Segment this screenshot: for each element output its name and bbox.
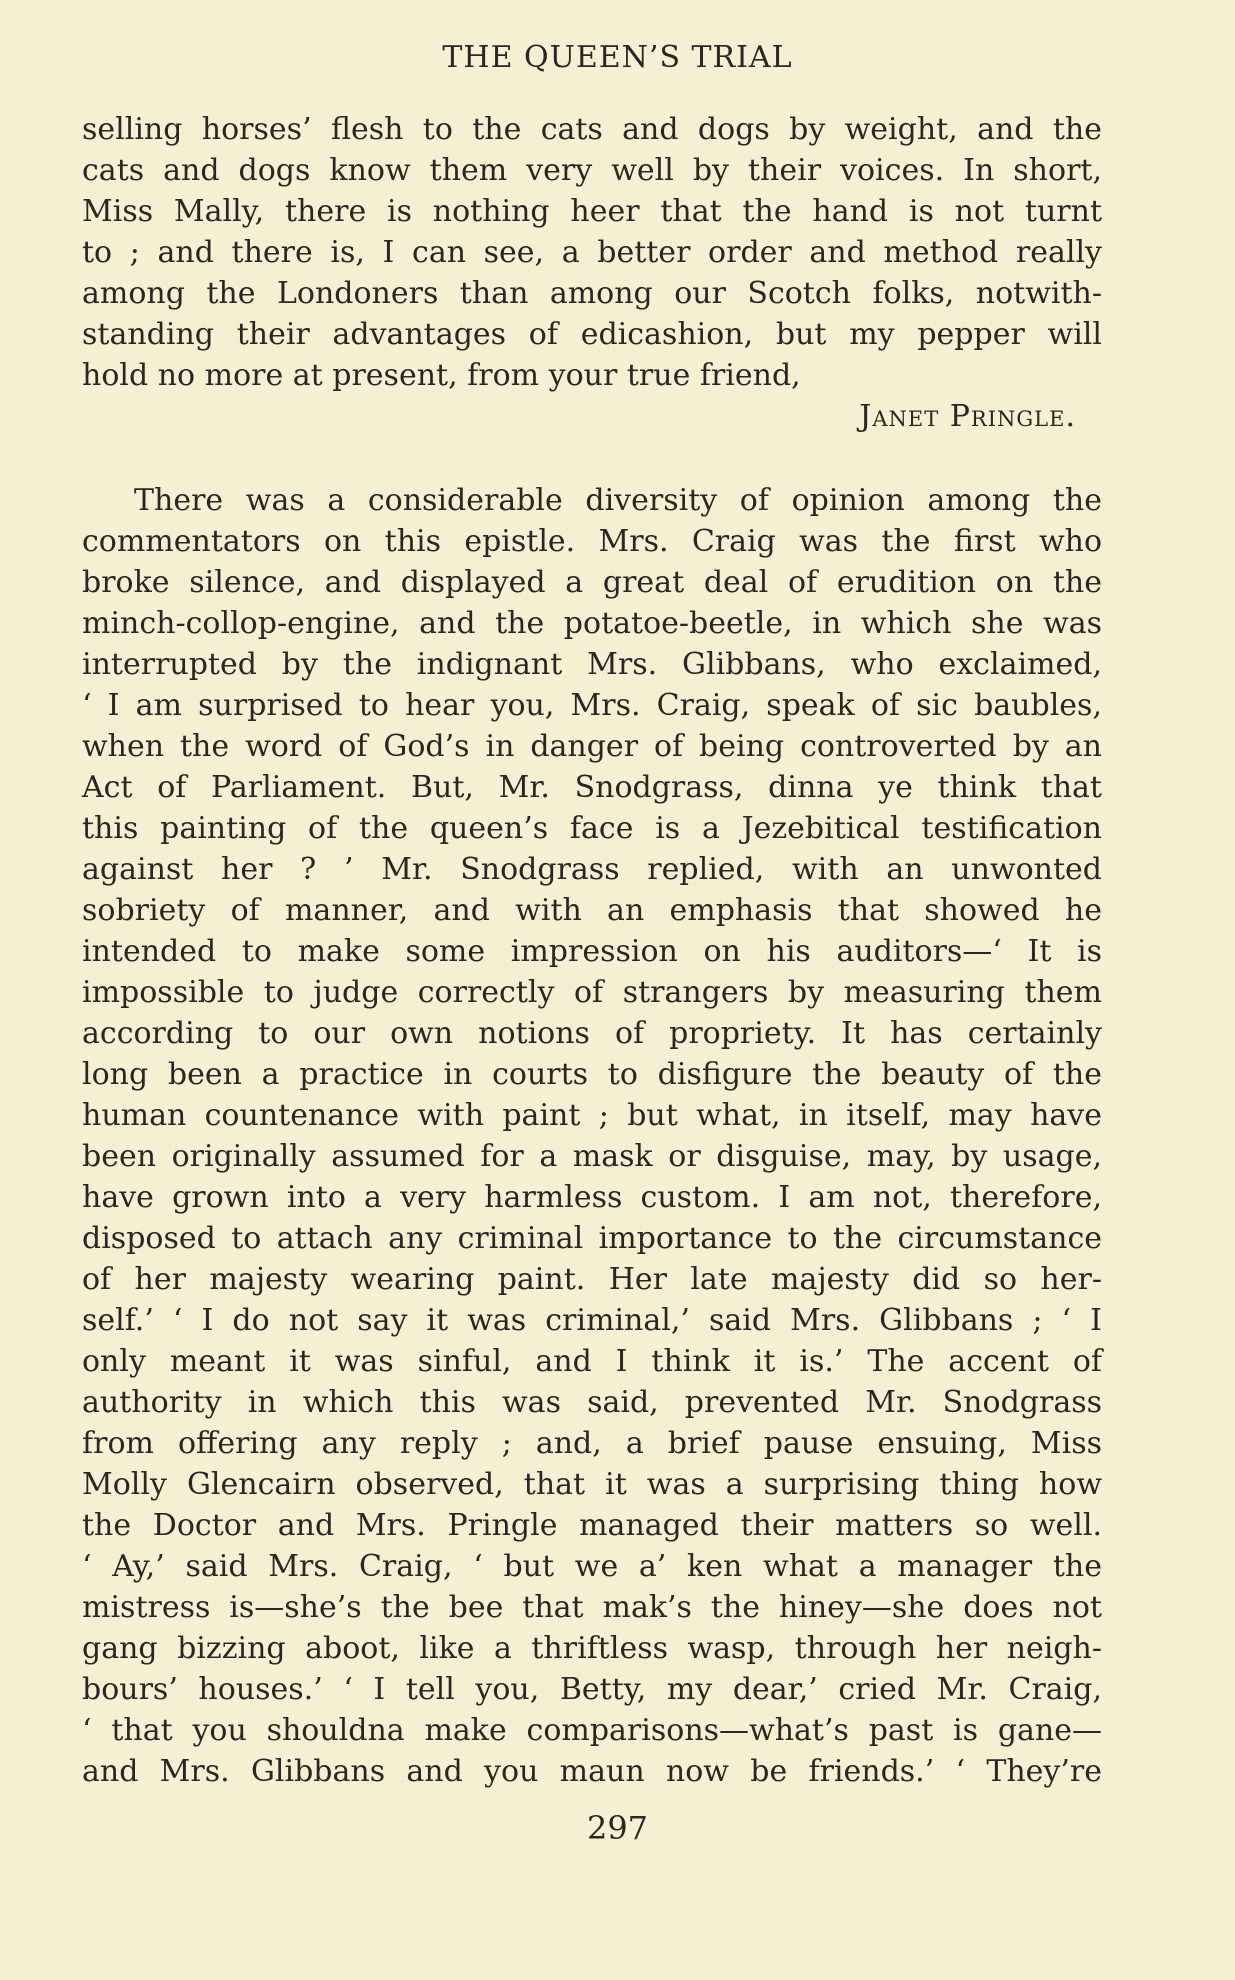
text-line: to ; and there is, I can see, a better order and method really [82, 235, 1102, 270]
letter-text [82, 109, 1102, 437]
running-head: THE QUEEN’S TRIAL [442, 40, 793, 75]
text-line: according to our own notions of propriety. It has certainly [82, 1016, 1102, 1051]
text-line: from offering any reply ; and, a brief pause ensuing, Miss [82, 1426, 1102, 1461]
text-line: and Mrs. Glibbans and you maun now be friends.’ ‘ They’re [82, 1754, 1102, 1789]
text-line: this painting of the queen’s face is a Jezebitical testification [82, 811, 1102, 846]
text-line: hold no more at present, from your true friend, [82, 358, 801, 393]
text-line: have grown into a very harmless custom. I am not, therefore, [82, 1180, 1102, 1215]
text-line: gang bizzing aboot, like a thriftless wasp, through her neigh- [82, 1631, 1102, 1666]
text-line: been originally assumed for a mask or disguise, may, by usage, [82, 1139, 1102, 1174]
text-line: commentators on this epistle. Mrs. Craig was the first who [82, 524, 1102, 559]
text-line: human countenance with paint ; but what, in itself, may have [82, 1098, 1102, 1133]
body-paragraph [82, 480, 1102, 1792]
text-line: mistress is—she’s the bee that mak’s the hiney—she does not [82, 1590, 1102, 1625]
text-line: long been a practice in courts to disfigure the beauty of the [82, 1057, 1102, 1092]
text-line: only meant it was sinful, and I think it is.’ The accent of [82, 1344, 1102, 1379]
text-line: when the word of God’s in danger of being controverted by an [82, 729, 1102, 764]
text-line: cats and dogs know them very well by their voices. In short, [82, 153, 1102, 188]
text-line: Molly Glencairn observed, that it was a surprising thing how [82, 1467, 1102, 1502]
text-line: against her ? ’ Mr. Snodgrass replied, with an unwonted [82, 852, 1102, 887]
text-line: ‘ that you shouldna make comparisons—what’s past is gane— [82, 1713, 1102, 1748]
text-line: There was a considerable diversity of opinion among the [134, 483, 1102, 518]
text-line: Act of Parliament. But, Mr. Snodgrass, dinna ye think that [82, 770, 1102, 805]
text-line: bours’ houses.’ ‘ I tell you, Betty, my dear,’ cried Mr. Craig, [82, 1672, 1102, 1707]
text-line: broke silence, and displayed a great deal of erudition on the [82, 565, 1102, 600]
text-line: impossible to judge correctly of strangers by measuring them [82, 975, 1102, 1010]
text-line: minch-collop-engine, and the potatoe-beetle, in which she was [82, 606, 1102, 641]
text-line: sobriety of manner, and with an emphasis that showed he [82, 893, 1102, 928]
text-line: of her majesty wearing paint. Her late majesty did so her- [82, 1262, 1102, 1297]
text-line: intended to make some impression on his auditors—‘ It is [82, 934, 1102, 969]
page-number: 297 [586, 1809, 649, 1847]
text-line: standing their advantages of edicashion, but my pepper will [82, 317, 1102, 352]
text-line: ‘ Ay,’ said Mrs. Craig, ‘ but we a’ ken what a manager the [82, 1549, 1102, 1584]
text-line: self.’ ‘ I do not say it was criminal,’ said Mrs. Glibbans ; ‘ I [82, 1303, 1102, 1338]
text-line: the Doctor and Mrs. Pringle managed their matters so well. [82, 1508, 1102, 1543]
text-line: disposed to attach any criminal importance to the circumstance [82, 1221, 1102, 1256]
text-line: ‘ I am surprised to hear you, Mrs. Craig, speak of sic baubles, [82, 688, 1102, 723]
text-line: authority in which this was said, prevented Mr. Snodgrass [82, 1385, 1102, 1420]
text-line: Miss Mally, there is nothing heer that the hand is not turnt [82, 194, 1102, 229]
text-line: among the Londoners than among our Scotch folks, notwith- [82, 276, 1102, 311]
text-line: selling horses’ flesh to the cats and dogs by weight, and the [82, 112, 1102, 147]
signature: Janet Pringle. [859, 399, 1076, 434]
text-line: interrupted by the indignant Mrs. Glibbans, who exclaimed, [82, 647, 1102, 682]
